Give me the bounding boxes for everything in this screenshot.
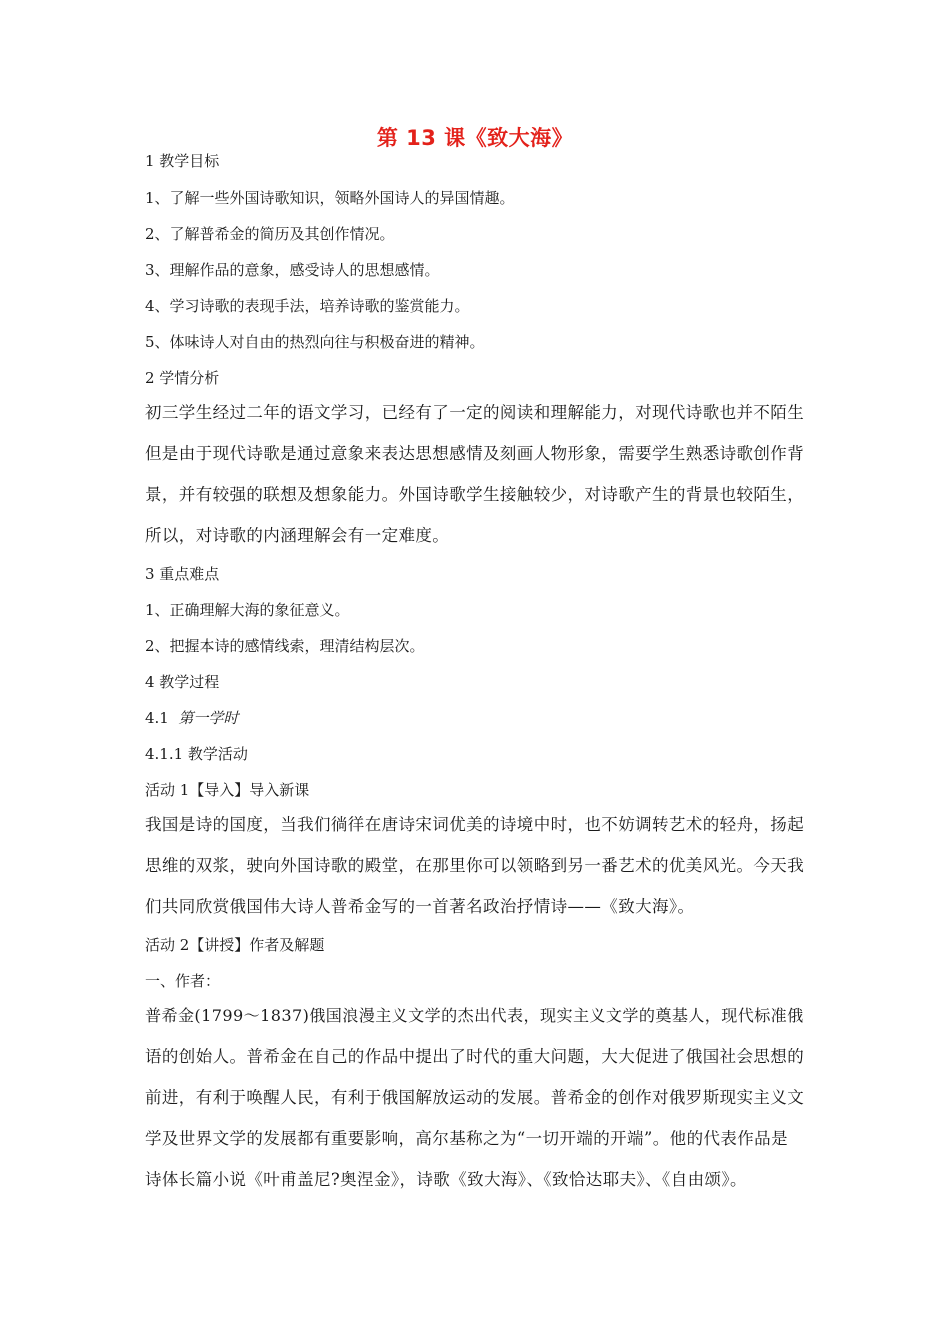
analysis-heading: 2 学情分析 [145, 369, 220, 387]
keypoint-item: 2、把握本诗的感情线索，理清结构层次。 [145, 637, 425, 655]
author-paragraph-line: 学及世界文学的发展都有重要影响，高尔基称之为“一切开端的开端”。他的代表作品是 [145, 1129, 788, 1148]
activity1-paragraph-line: 我国是诗的国度，当我们徜徉在唐诗宋词优美的诗境中时，也不妨调转艺术的轻舟，扬起 [145, 815, 805, 834]
analysis-paragraph-line: 但是由于现代诗歌是通过意象来表达思想感情及刻画人物形象，需要学生熟悉诗歌创作背 [145, 444, 805, 463]
objective-item: 2、了解普希金的简历及其创作情况。 [145, 225, 395, 243]
objective-item: 3、理解作品的意象，感受诗人的思想感情。 [145, 261, 440, 279]
keypoints-heading: 3 重点难点 [145, 565, 220, 583]
section-title: 第一学时 [178, 709, 239, 727]
activity1-paragraph-line: 们共同欣赏俄国伟大诗人普希金写的一首著名政治抒情诗——《致大海》。 [145, 897, 695, 916]
section-heading [145, 707, 810, 729]
process-heading: 4 教学过程 [145, 673, 220, 691]
author-paragraph-line: 普希金(1799～1837)俄国浪漫主义文学的杰出代表，现实主义文学的奠基人，现代标准俄 [145, 1006, 804, 1025]
analysis-paragraph-line: 初三学生经过二年的语文学习，已经有了一定的阅读和理解能力，对现代诗歌也并不陌生 [145, 403, 805, 422]
section-number: 4.1 [145, 709, 169, 727]
activity1-label: 活动 1【导入】导入新课 [145, 781, 310, 799]
objectives-heading: 1 教学目标 [145, 152, 220, 170]
subsection-heading: 4.1.1 教学活动 [145, 745, 248, 763]
keypoint-item: 1、正确理解大海的象征意义。 [145, 601, 350, 619]
activity2-label: 活动 2【讲授】作者及解题 [145, 936, 325, 954]
objective-item: 4、学习诗歌的表现手法，培养诗歌的鉴赏能力。 [145, 297, 470, 315]
analysis-paragraph-line: 所以，对诗歌的内涵理解会有一定难度。 [145, 526, 450, 545]
author-paragraph-line: 语的创始人。普希金在自己的作品中提出了时代的重大问题，大大促进了俄国社会思想的 [145, 1047, 805, 1066]
lesson-title: 第 13 课《致大海》 [376, 126, 574, 150]
author-subheading: 一、作者： [145, 972, 221, 990]
objective-item: 1、了解一些外国诗歌知识，领略外国诗人的异国情趣。 [145, 189, 515, 207]
author-paragraph-line: 前进，有利于唤醒人民，有利于俄国解放运动的发展。普希金的创作对俄罗斯现实主义文 [145, 1088, 805, 1107]
activity1-paragraph-line: 思维的双浆，驶向外国诗歌的殿堂，在那里你可以领略到另一番艺术的优美风光。今天我 [145, 856, 805, 875]
objective-item: 5、体味诗人对自由的热烈向往与积极奋进的精神。 [145, 333, 485, 351]
author-paragraph-line: 诗体长篇小说《叶甫盖尼?奥涅金》，诗歌《致大海》、《致恰达耶夫》、《自由颂》。 [145, 1170, 747, 1189]
analysis-paragraph-line: 景，并有较强的联想及想象能力。外国诗歌学生接触较少，对诗歌产生的背景也较陌生， [145, 485, 805, 504]
